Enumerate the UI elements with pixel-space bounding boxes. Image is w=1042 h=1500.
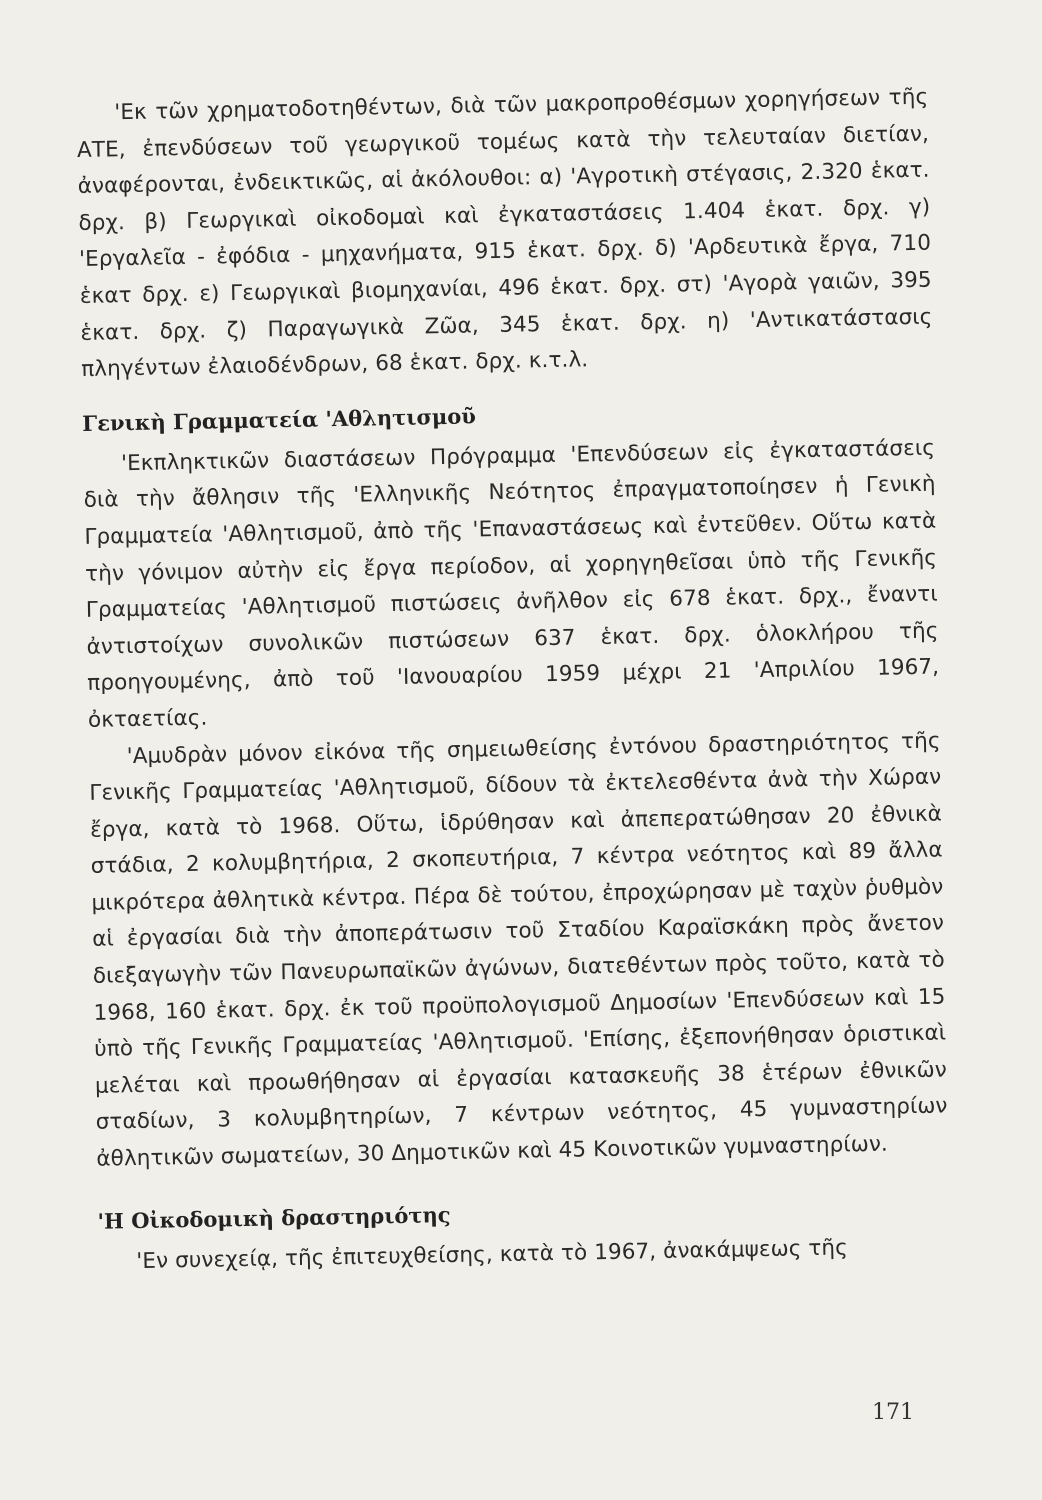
section-heading-construction: 'Η Οἰκοδομικὴ δραστηριότης bbox=[97, 1201, 451, 1234]
page-number: 171 bbox=[872, 1400, 914, 1425]
sport-paragraph-2: 'Αμυδρὰν μόνον εἰκόνα τῆς σημειωθείσης ἐντόνου δραστηριότητος τῆς Γενικῆς Γραμματείας 'Αθλητισμοῦ, δίδουν τὰ ἐκτελεσθέντα ἀνὰ τὴν Χώραν ἔργα, κατὰ τὸ 1968. Οὕτω, ἱδρύθησαν καὶ ἀπεπερατώθησαν 20 ἐθνικὰ στάδια, 2 κολυμβητήρια, 2 σκοπευτήρια, 7 κέντρα νεότητος καὶ 89 ἄλλα μικρότερα ἀθλητικὰ κέντρα. Πέρα δὲ τούτου, ἐπροχώρησαν μὲ ταχὺν ῥυθμὸν αἱ ἐργασίαι διὰ τὴν ἀποπεράτωσιν τοῦ Σταδίου Καραϊσκάκη πρὸς ἄνετον διεξαγωγὴν τῶν Πανευρωπαϊκῶν ἀγώνων, διατεθέντων πρὸς τοῦτο, κατὰ τὸ 1968, 160 ἑκατ. δρχ. ἐκ τοῦ προϋπολογισμοῦ Δημοσίων 'Επενδύσεων καὶ 15 ὑπὸ τῆς Γενικῆς Γραμματείας 'Αθλητισμοῦ. 'Επίσης, ἐξεπονήθησαν ὁριστικαὶ μελέται καὶ προωθήθησαν αἱ ἐργασίαι κατασκευῆς 38 ἑτέρων ἐθνικῶν σταδίων, 3 κολυμβητηρίων, 7 κέντρων νεότητος, 45 γυμναστηρίων ἀθλητικῶν σωματείων, 30 Δημοτικῶν καὶ 45 Κοινοτικῶν γυμναστηρίων. bbox=[89, 728, 948, 1172]
intro-paragraph: 'Εκ τῶν χρηματοδοτηθέντων, διὰ τῶν μακροπροθέσμων χορηγήσεων τῆς ΑΤΕ, ἐπενδύσεων τοῦ γεωργικοῦ τομέως κατὰ τὴν τελευταίαν διετίαν, ἀναφέρονται, ἐνδεικτικῶς, αἱ ἀκόλουθοι: α) 'Αγροτικὴ στέγασις, 2.320 ἑκατ. δρχ. β) Γεωργικαὶ οἰκοδομαὶ καὶ ἐγκαταστάσεις 1.404 ἑκατ. δρχ. γ) 'Εργαλεῖα - ἐφόδια - μηχανήματα, 915 ἑκατ. δρχ. δ) 'Αρδευτικὰ ἔργα, 710 ἑκατ δρχ. ε) Γεωργικαὶ βιομηχανίαι, 496 ἑκατ. δρχ. στ) 'Αγορὰ γαιῶν, 395 ἑκατ. δρχ. ζ) Παραγωγικὰ Ζῶα, 345 ἑκατ. δρχ. η) 'Αντικατάστασις πληγέντων ἐλαιοδένδρων, 68 ἑκατ. δρχ. κ.τ.λ. bbox=[76, 84, 933, 383]
construction-paragraph-1: 'Εν συνεχείᾳ, τῆς ἐπιτευχθείσης, κατὰ τὸ 1967, ἀνακάμψεως τῆς bbox=[136, 1235, 849, 1274]
sport-paragraph-1: 'Εκπληκτικῶν διαστάσεων Πρόγραμμα 'Επενδύσεων εἰς ἐγκαταστάσεις διὰ τὴν ἄθλησιν τῆς 'Ελληνικῆς Νεότητος ἐπραγματοποίησεν ἡ Γενικὴ Γραμματεία 'Αθλητισμοῦ, ἀπὸ τῆς 'Επαναστάσεως καὶ ἐντεῦθεν. Οὕτω κατὰ τὴν γόνιμον αὐτὴν εἰς ἔργα περίοδον, αἱ χορηγηθεῖσαι ὑπὸ τῆς Γενικῆς Γραμματείας 'Αθλητισμοῦ πιστώσεις ἀνῆλθον εἰς 678 ἑκατ. δρχ., ἔναντι ἀντιστοίχων συνολικῶν πιστώσεων 637 ἑκατ. δρχ. ὁλοκλήρου τῆς προηγουμένης, ἀπὸ τοῦ 'Ιανουαρίου 1959 μέχρι 21 'Απριλίου 1967, ὀκταετίας. bbox=[83, 435, 940, 733]
page-body bbox=[76, 80, 951, 1281]
section-heading-sport: Γενικὴ Γραμματεία 'Αθλητισμοῦ bbox=[82, 403, 477, 436]
